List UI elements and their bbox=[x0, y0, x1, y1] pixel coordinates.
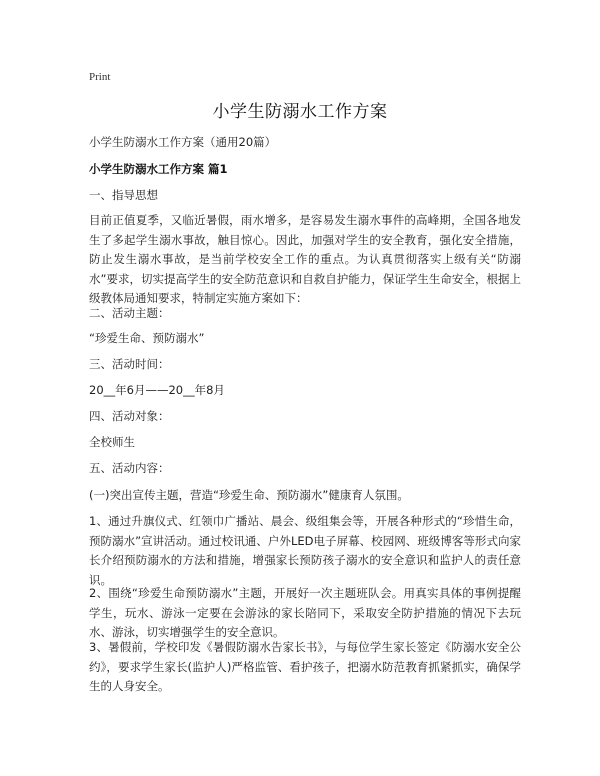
heading-guiding-ideology: 一、指导思想 bbox=[89, 188, 158, 202]
paragraph-item-3: 3、暑假前，学校印发《暑假防溺水告家长书》，与每位学生家长签定《防溺水安全公约》，要求学生家长(监护人)严格监管、看护孩子，把溺水防范教育抓紧抓实，确保学生的人身安全。 bbox=[89, 640, 521, 693]
content-point-1: (一)突出宣传主题，营造“珍爱生命、预防溺水”健康育人氛围。 bbox=[89, 488, 409, 502]
paragraph-item-1: 1、通过升旗仪式、红领巾广播站、晨会、级组集会等，开展各种形式的“珍惜生命，预防溺水”宣讲活动。通过校讯通、户外LED电子屏幕、校园网、班级博客等形式向家长介绍预防溺水的方法和措施，增强家长预防孩子溺水的安全意识和监护人的责任意识。 bbox=[89, 514, 521, 587]
heading-activity-time: 三、活动时间： bbox=[89, 357, 170, 371]
paragraph-intro: 目前正值夏季，又临近暑假，雨水增多，是容易发生溺水事件的高峰期，全国各地发生了多起学生溺水事故，触目惊心。因此，加强对学生的安全教育，强化安全措施，防止发生溺水事故，是当前学校安全工作的重点。为认真贯彻落实上级有关“防溺水”要求，切实提高学生的安全防范意识和自救自护能力，保证学生生命安全，根据上级教体局通知要求，特制定实施方案如下： bbox=[89, 213, 521, 305]
activity-time-value: 20__年6月——20__年8月 bbox=[89, 383, 225, 397]
activity-target-value: 全校师生 bbox=[89, 435, 135, 449]
heading-activity-content: 五、活动内容： bbox=[89, 461, 170, 475]
section-heading: 小学生防溺水工作方案 篇1 bbox=[89, 162, 228, 176]
print-label[interactable]: Print bbox=[89, 71, 111, 83]
paragraph-item-2: 2、围绕“珍爱生命预防溺水”主题，开展好一次主题班队会。用真实具体的事例提醒学生，玩水、游泳一定要在会游泳的家长陪同下，采取安全防护措施的情况下去玩水、游泳，切实增强学生的安全意识。 bbox=[89, 586, 521, 639]
activity-theme-value: “珍爱生命、预防溺水” bbox=[89, 331, 205, 345]
heading-activity-theme: 二、活动主题： bbox=[89, 306, 170, 320]
page-title: 小学生防溺水工作方案 bbox=[212, 102, 388, 122]
heading-activity-target: 四、活动对象： bbox=[89, 409, 170, 423]
document-subtitle: 小学生防溺水工作方案（通用20篇） bbox=[89, 135, 277, 149]
